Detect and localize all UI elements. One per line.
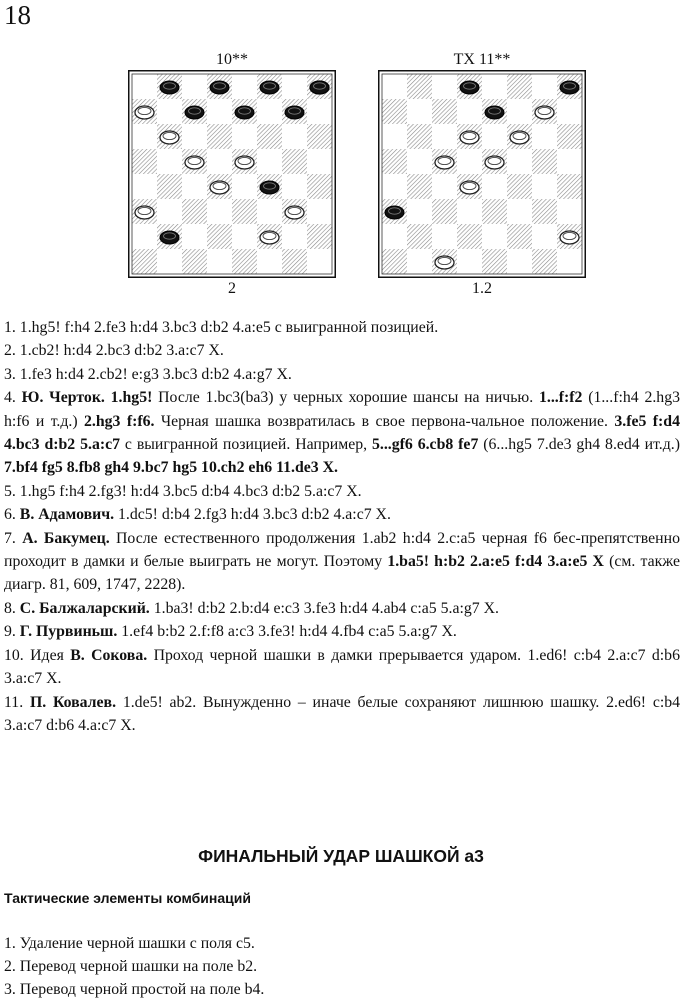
black-piece-h8 (560, 81, 579, 94)
solution-4 (4, 386, 680, 480)
dark-square (557, 174, 582, 199)
white-piece-e5 (235, 156, 254, 169)
bold-fragment: С. Балжаларский. (19, 599, 150, 617)
text-fragment: 6. (4, 506, 20, 524)
diagram-tx-11 (378, 52, 586, 298)
dark-square (307, 124, 332, 149)
dark-square (432, 99, 457, 124)
solution-10 (4, 644, 680, 691)
bold-fragment: В. Сокова. (70, 646, 148, 664)
black-piece-b8 (160, 81, 179, 94)
white-piece-d6 (460, 131, 479, 144)
dark-square (182, 199, 207, 224)
bold-fragment: 3.fe5 f:d4 4.bc3 d:b2 5.a:c7 (4, 412, 680, 454)
dark-square (382, 149, 407, 174)
dark-square (232, 199, 257, 224)
white-piece-d4 (210, 181, 229, 194)
white-piece-a7 (135, 106, 154, 119)
white-piece-e5 (485, 156, 504, 169)
white-piece-f6 (510, 131, 529, 144)
dark-square (307, 224, 332, 249)
section-title: ФИНАЛЬНЫЙ УДАР ШАШКОЙ а3 (198, 846, 484, 866)
tactical-elements-list (4, 932, 264, 1002)
solution-9 (4, 620, 680, 643)
text-fragment: 1.dc5! d:b4 2.fg3 h:d4 3.bc3 d:b2 4.a:c7 X. (114, 506, 391, 524)
dark-square (132, 149, 157, 174)
dark-square (557, 124, 582, 149)
white-piece-g3 (285, 206, 304, 219)
white-piece-h2 (560, 231, 579, 244)
text-fragment: 11. (4, 693, 30, 711)
solution-6 (4, 503, 680, 526)
diagram-title: 10** (216, 51, 248, 68)
dark-square (532, 149, 557, 174)
dark-square (457, 224, 482, 249)
solution-2 (4, 339, 680, 362)
list-item: 2. Перевод черной шашки на поле b2. (4, 958, 258, 976)
bold-fragment: Ю. Черток. 1.hg5! (21, 389, 153, 407)
dark-square (382, 249, 407, 274)
bold-fragment: 7.bf4 fg5 8.fb8 gh4 9.bc7 hg5 10.ch2 eh6 11.de3 X. (4, 459, 338, 477)
dark-square (432, 199, 457, 224)
text-fragment: (6...hg5 7.de3 gh4 8.ed4 ит.д.) (478, 436, 680, 454)
solution-3 (4, 363, 680, 386)
white-piece-c5 (435, 156, 454, 169)
diagram-caption: 2 (228, 280, 236, 297)
black-piece-h8 (310, 81, 329, 94)
black-piece-d8 (210, 81, 229, 94)
text-fragment: Черная шашка возвратилась в свое первона-чальное положение. (154, 412, 615, 430)
white-piece-f2 (260, 231, 279, 244)
dark-square (532, 249, 557, 274)
dark-square (157, 174, 182, 199)
dark-square (382, 99, 407, 124)
dark-square (132, 249, 157, 274)
text-fragment: 7. (4, 529, 23, 547)
section-subtitle: Тактические элементы комбинаций (4, 890, 251, 906)
solution-7 (4, 527, 680, 597)
text-fragment: 10. Идея (4, 646, 71, 664)
dark-square (232, 249, 257, 274)
bold-fragment: 2.hg3 f:f6. (84, 412, 155, 430)
text-fragment: После естественного продолжения 1.ab2 h:d4 2.c:a5 черная f6 бес-препятственно проходит в дамки и белые выиграть не могут. Поэтому (4, 529, 680, 571)
bold-fragment: Г. Пурвиньш. (19, 623, 118, 641)
dark-square (282, 249, 307, 274)
black-piece-e7 (235, 106, 254, 119)
white-piece-c1 (435, 256, 454, 269)
text-fragment: 8. (4, 599, 20, 617)
bold-fragment: 1...f:f2 (538, 389, 583, 407)
black-piece-f8 (260, 81, 279, 94)
black-piece-a3 (385, 206, 404, 219)
black-piece-e7 (485, 106, 504, 119)
black-piece-c7 (185, 106, 204, 119)
checkers-board (128, 70, 336, 278)
white-piece-a3 (135, 206, 154, 219)
text-fragment: (1...f:h4 2.hg3 h:f6 и т.д.) (4, 389, 680, 430)
list-item: 3. Перевод черной простой на поле b4. (4, 981, 265, 999)
dark-square (407, 124, 432, 149)
white-piece-c5 (185, 156, 204, 169)
dark-square (407, 174, 432, 199)
diagram-caption: 1.2 (472, 280, 492, 297)
dark-square (257, 124, 282, 149)
dark-square (482, 249, 507, 274)
bold-fragment: 5...gf6 6.cb8 fe7 (372, 436, 479, 454)
diagram-10 (128, 52, 336, 298)
list-item: 1. Удаление черной шашки с поля c5. (4, 935, 255, 952)
dark-square (207, 124, 232, 149)
text-fragment: 9. (4, 623, 20, 641)
dark-square (307, 174, 332, 199)
solution-1 (4, 316, 680, 339)
bold-fragment: В. Адамович. (19, 506, 115, 524)
text-fragment: 3. 1.fe3 h:d4 2.cb2! e:g3 3.bc3 d:b2 4.a:g7 X. (4, 365, 292, 383)
dark-square (207, 224, 232, 249)
text-fragment: 1.ef4 b:b2 2.f:f8 a:c3 3.fe3! h:d4 4.fb4 c:a5 5.a:g7 X. (117, 623, 457, 641)
bold-fragment: 1.ba5! h:b2 2.a:e5 f:d4 3.a:e5 X (387, 553, 604, 571)
text-fragment: Проход черной шашки в дамки прерывается ударом. 1.ed6! c:b4 2.a:c7 d:b6 3.a:c7 X. (4, 646, 680, 688)
black-piece-b2 (160, 231, 179, 244)
text-fragment: с выигранной позицией. Например, (120, 436, 372, 454)
white-piece-g7 (535, 106, 554, 119)
white-piece-d4 (460, 181, 479, 194)
solution-5 (4, 480, 680, 503)
diagram-title: TX 11** (453, 51, 511, 68)
text-fragment: 4. (4, 389, 22, 407)
dark-square (407, 74, 432, 99)
white-piece-b6 (160, 131, 179, 144)
dark-square (507, 224, 532, 249)
text-fragment: 2. 1.cb2! h:d4 2.bc3 d:b2 3.a:c7 X. (4, 342, 224, 360)
dark-square (532, 199, 557, 224)
bold-fragment: А. Бакумец. (22, 529, 110, 547)
solution-8 (4, 597, 680, 620)
dark-square (407, 224, 432, 249)
dark-square (507, 174, 532, 199)
black-piece-d8 (460, 81, 479, 94)
solutions-text (4, 316, 680, 737)
dark-square (482, 199, 507, 224)
solution-11 (4, 691, 680, 738)
text-fragment: После 1.bc3(ba3) у черных хорошие шансы на ничью. (152, 389, 539, 407)
text-fragment: (см. также диагр. 81, 609, 1747, 2228). (4, 553, 680, 594)
text-fragment: 1.de5! ab2. Вынужденно – иначе белые сохраняют лишнюю шашку. 2.ed6! c:b4 3.a:c7 d:b6 4.a:c7 X. (4, 693, 681, 734)
dark-square (507, 74, 532, 99)
black-piece-f4 (260, 181, 279, 194)
text-fragment: 5. 1.hg5 f:h4 2.fg3! h:d4 3.bc5 d:b4 4.bc3 d:b2 5.a:c7 X. (4, 482, 362, 500)
black-piece-g7 (285, 106, 304, 119)
dark-square (282, 149, 307, 174)
page-number: 18 (4, 0, 31, 30)
text-fragment: 1. 1.hg5! f:h4 2.fe3 h:d4 3.bc3 d:b2 4.a:e5 с выигранной позицией. (4, 319, 439, 336)
bold-fragment: П. Ковалев. (29, 693, 117, 711)
text-fragment: 1.ba3! d:b2 2.b:d4 e:c3 3.fe3 h:d4 4.ab4 c:a5 5.a:g7 X. (149, 599, 499, 617)
dark-square (182, 249, 207, 274)
checkers-board (378, 70, 586, 278)
